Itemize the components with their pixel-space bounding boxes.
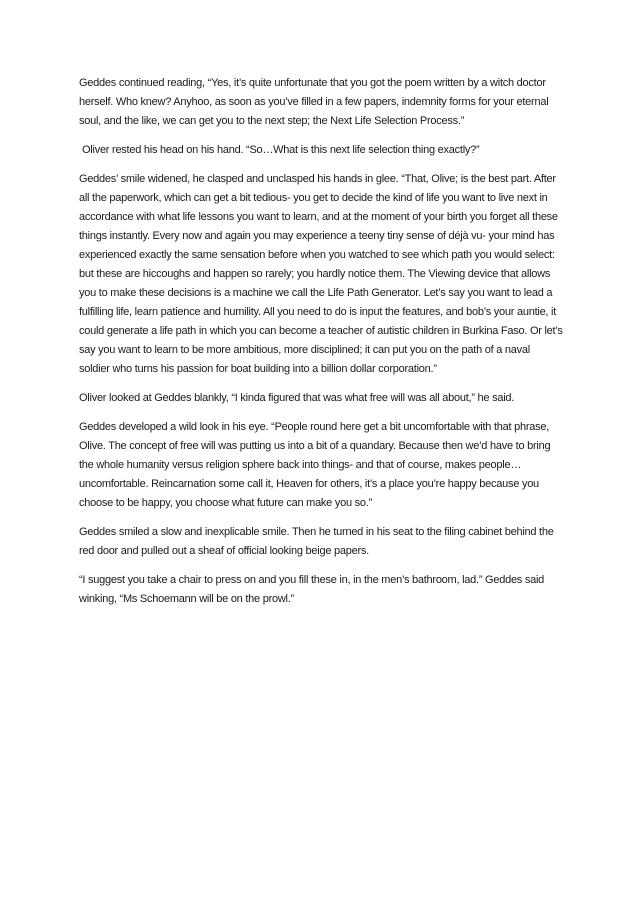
paragraph-5: Geddes developed a wild look in his eye. “People round here get a bit uncomfortable with that phrase, Olive. The concept of free will was putting us into a bit of a quandary. Because then we’d have to bring the whole humanity versus religion sphere back into things- and that of course, makes people… uncomfortable. Reincarnation some call it, Heaven for others, it’s a place you’re happy because you choose to be happy, you choose what future can make you so.” (79, 421, 551, 509)
paragraph-3: Geddes’ smile widened, he clasped and unclasped his hands in glee. “That, Olive; is the best part. After all the paperwork, which can get a bit tedious- you get to decide the kind of life you want to live next in accordance with what life lessons you want to learn, and at the moment of your birth you forget all these things instantly. Every now and again you may experience a teeny tiny sense of déjà vu- your mind has experienced exactly the same sensation before when you watched to see which path you would select: but these are hiccoughs and happen so rarely; you hardly notice them. The Viewing device that allows you to make these decisions is a machine we call the Life Path Generator. Let’s say you want to lead a fulfilling life, learn patience and humility. All you need to do is input the features, and bob’s your auntie, it could generate a life path in which you can become a teacher of autistic children in Burkina Faso. Or let’s say you want to learn to be more ambitious, more disciplined; it can put you on the path of a naval soldier who turns his passion for boat building into a billion dollar corporation.” (79, 173, 563, 375)
paragraph-7: “I suggest you take a chair to press on and you fill these in, in the men’s bathroom, lad.” Geddes said winking, “Ms Schoemann will be on the prowl.” (79, 574, 545, 605)
paragraph-2: Oliver rested his head on his hand. “So…What is this next life selection thing exactly?” (82, 144, 480, 156)
document-body (79, 74, 563, 619)
paragraph-1: Geddes continued reading, “Yes, it’s quite unfortunate that you got the poem written by a witch doctor herself. Who knew? Anyhoo, as soon as you’ve filled in a few papers, indemnity forms for your eternal soul, and the like, we can get you to the next step; the Next Life Selection Process.” (79, 77, 549, 127)
paragraph-4: Oliver looked at Geddes blankly, “I kinda figured that was what free will was all about,” he said. (79, 392, 515, 404)
paragraph-6: Geddes smiled a slow and inexplicable smile. Then he turned in his seat to the filing cabinet behind the red door and pulled out a sheaf of official looking beige papers. (79, 526, 554, 557)
